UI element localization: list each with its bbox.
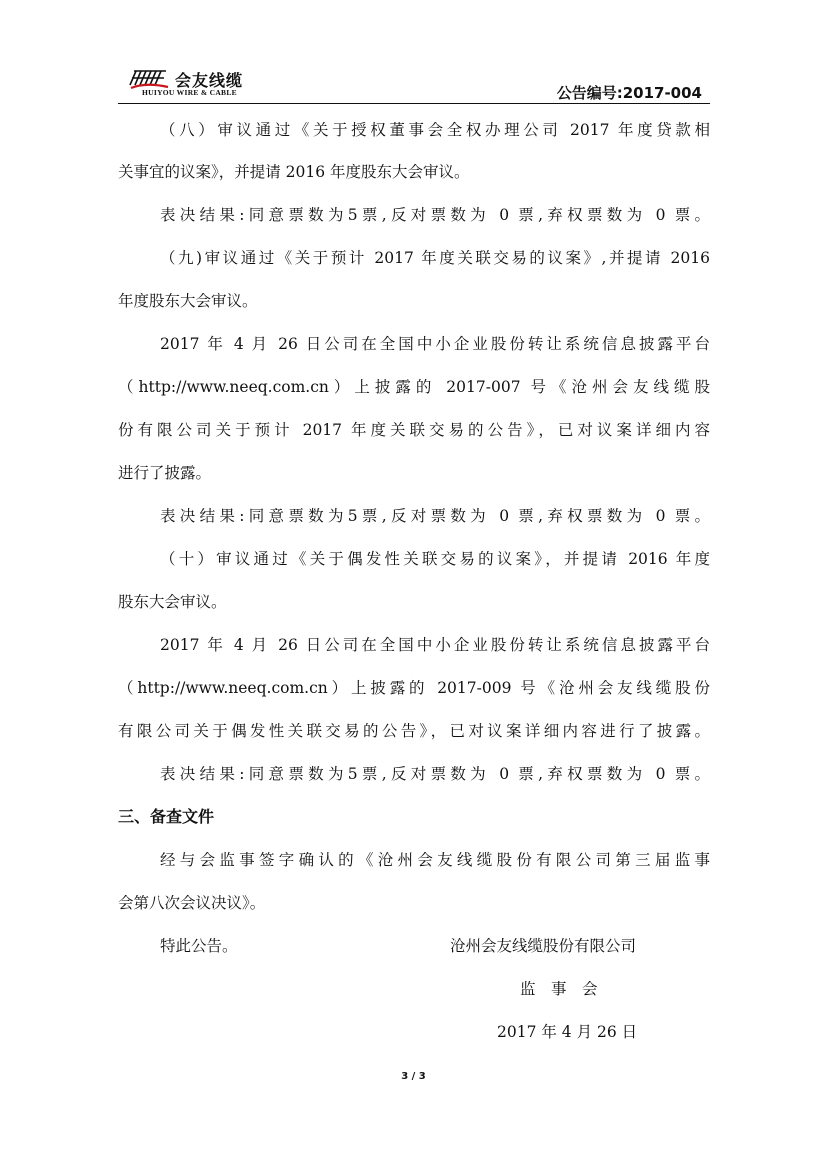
header-divider [118, 103, 710, 104]
item9-desc-line4: 进行了披露。 [118, 464, 212, 482]
item10-desc-line1: 2017 年 4 月 26 日公司在全国中小企业股份转让系统信息披露平台 [160, 636, 710, 654]
vote-result-3: 表决结果:同意票数为5票,反对票数为 0 票,弃权票数为 0 票。 [160, 765, 710, 783]
section3-line2: 会第八次会议决议》。 [118, 894, 266, 912]
item10-line1: （十）审议通过《关于偶发性关联交易的议案》，并提请 2016 年度 [160, 550, 710, 568]
signature-company: 沧州会友线缆股份有限公司 [450, 937, 637, 955]
item8-line1: （八）审议通过《关于授权董事会全权办理公司 2017 年度贷款相 [160, 121, 710, 139]
logo-chinese-name: 会友线缆 [175, 71, 244, 90]
item9-desc-line2: （http://www.neeq.com.cn）上披露的 2017-007 号《沧州会友线缆股 [118, 378, 710, 396]
closing-text: 特此公告。 [160, 937, 238, 955]
item10-line2: 股东大会审议。 [118, 593, 227, 611]
item9-desc-line3: 份有限公司关于预计 2017 年度关联交易的公告》，已对议案详细内容 [118, 421, 710, 439]
page-number: 3 / 3 [401, 1071, 426, 1082]
signature-board: 监 事 会 [520, 980, 598, 998]
item9-line1: （九)审议通过《关于预计 2017 年度关联交易的议案》,并提请 2016 [160, 249, 710, 267]
section3-heading: 三、备查文件 [118, 807, 215, 826]
item8-line2: 关事宜的议案》，并提请 2016 年度股东大会审议。 [118, 163, 470, 181]
item9-desc-line1: 2017 年 4 月 26 日公司在全国中小企业股份转让系统信息披露平台 [160, 335, 710, 353]
section3-line1: 经与会监事签字确认的《沧州会友线缆股份有限公司第三届监事 [160, 851, 710, 869]
vote-result-2: 表决结果:同意票数为5票,反对票数为 0 票,弃权票数为 0 票。 [160, 507, 710, 525]
item10-desc-line2: （http://www.neeq.com.cn）上披露的 2017-009 号《沧州会友线缆股份 [118, 679, 710, 697]
vote-result-1: 表决结果:同意票数为5票,反对票数为 0 票,弃权票数为 0 票。 [160, 206, 710, 224]
signature-date: 2017 年 4 月 26 日 [497, 1023, 638, 1041]
notice-number: 公告编号:2017-004 [556, 84, 702, 102]
company-logo [128, 66, 288, 100]
logo-english-name: HUIYOU WIRE & CABLE [142, 88, 237, 97]
item9-line2: 年度股东大会审议。 [118, 292, 258, 310]
page-header [118, 66, 710, 104]
item10-desc-line3: 有限公司关于偶发性关联交易的公告》，已对议案详细内容进行了披露。 [118, 722, 710, 740]
